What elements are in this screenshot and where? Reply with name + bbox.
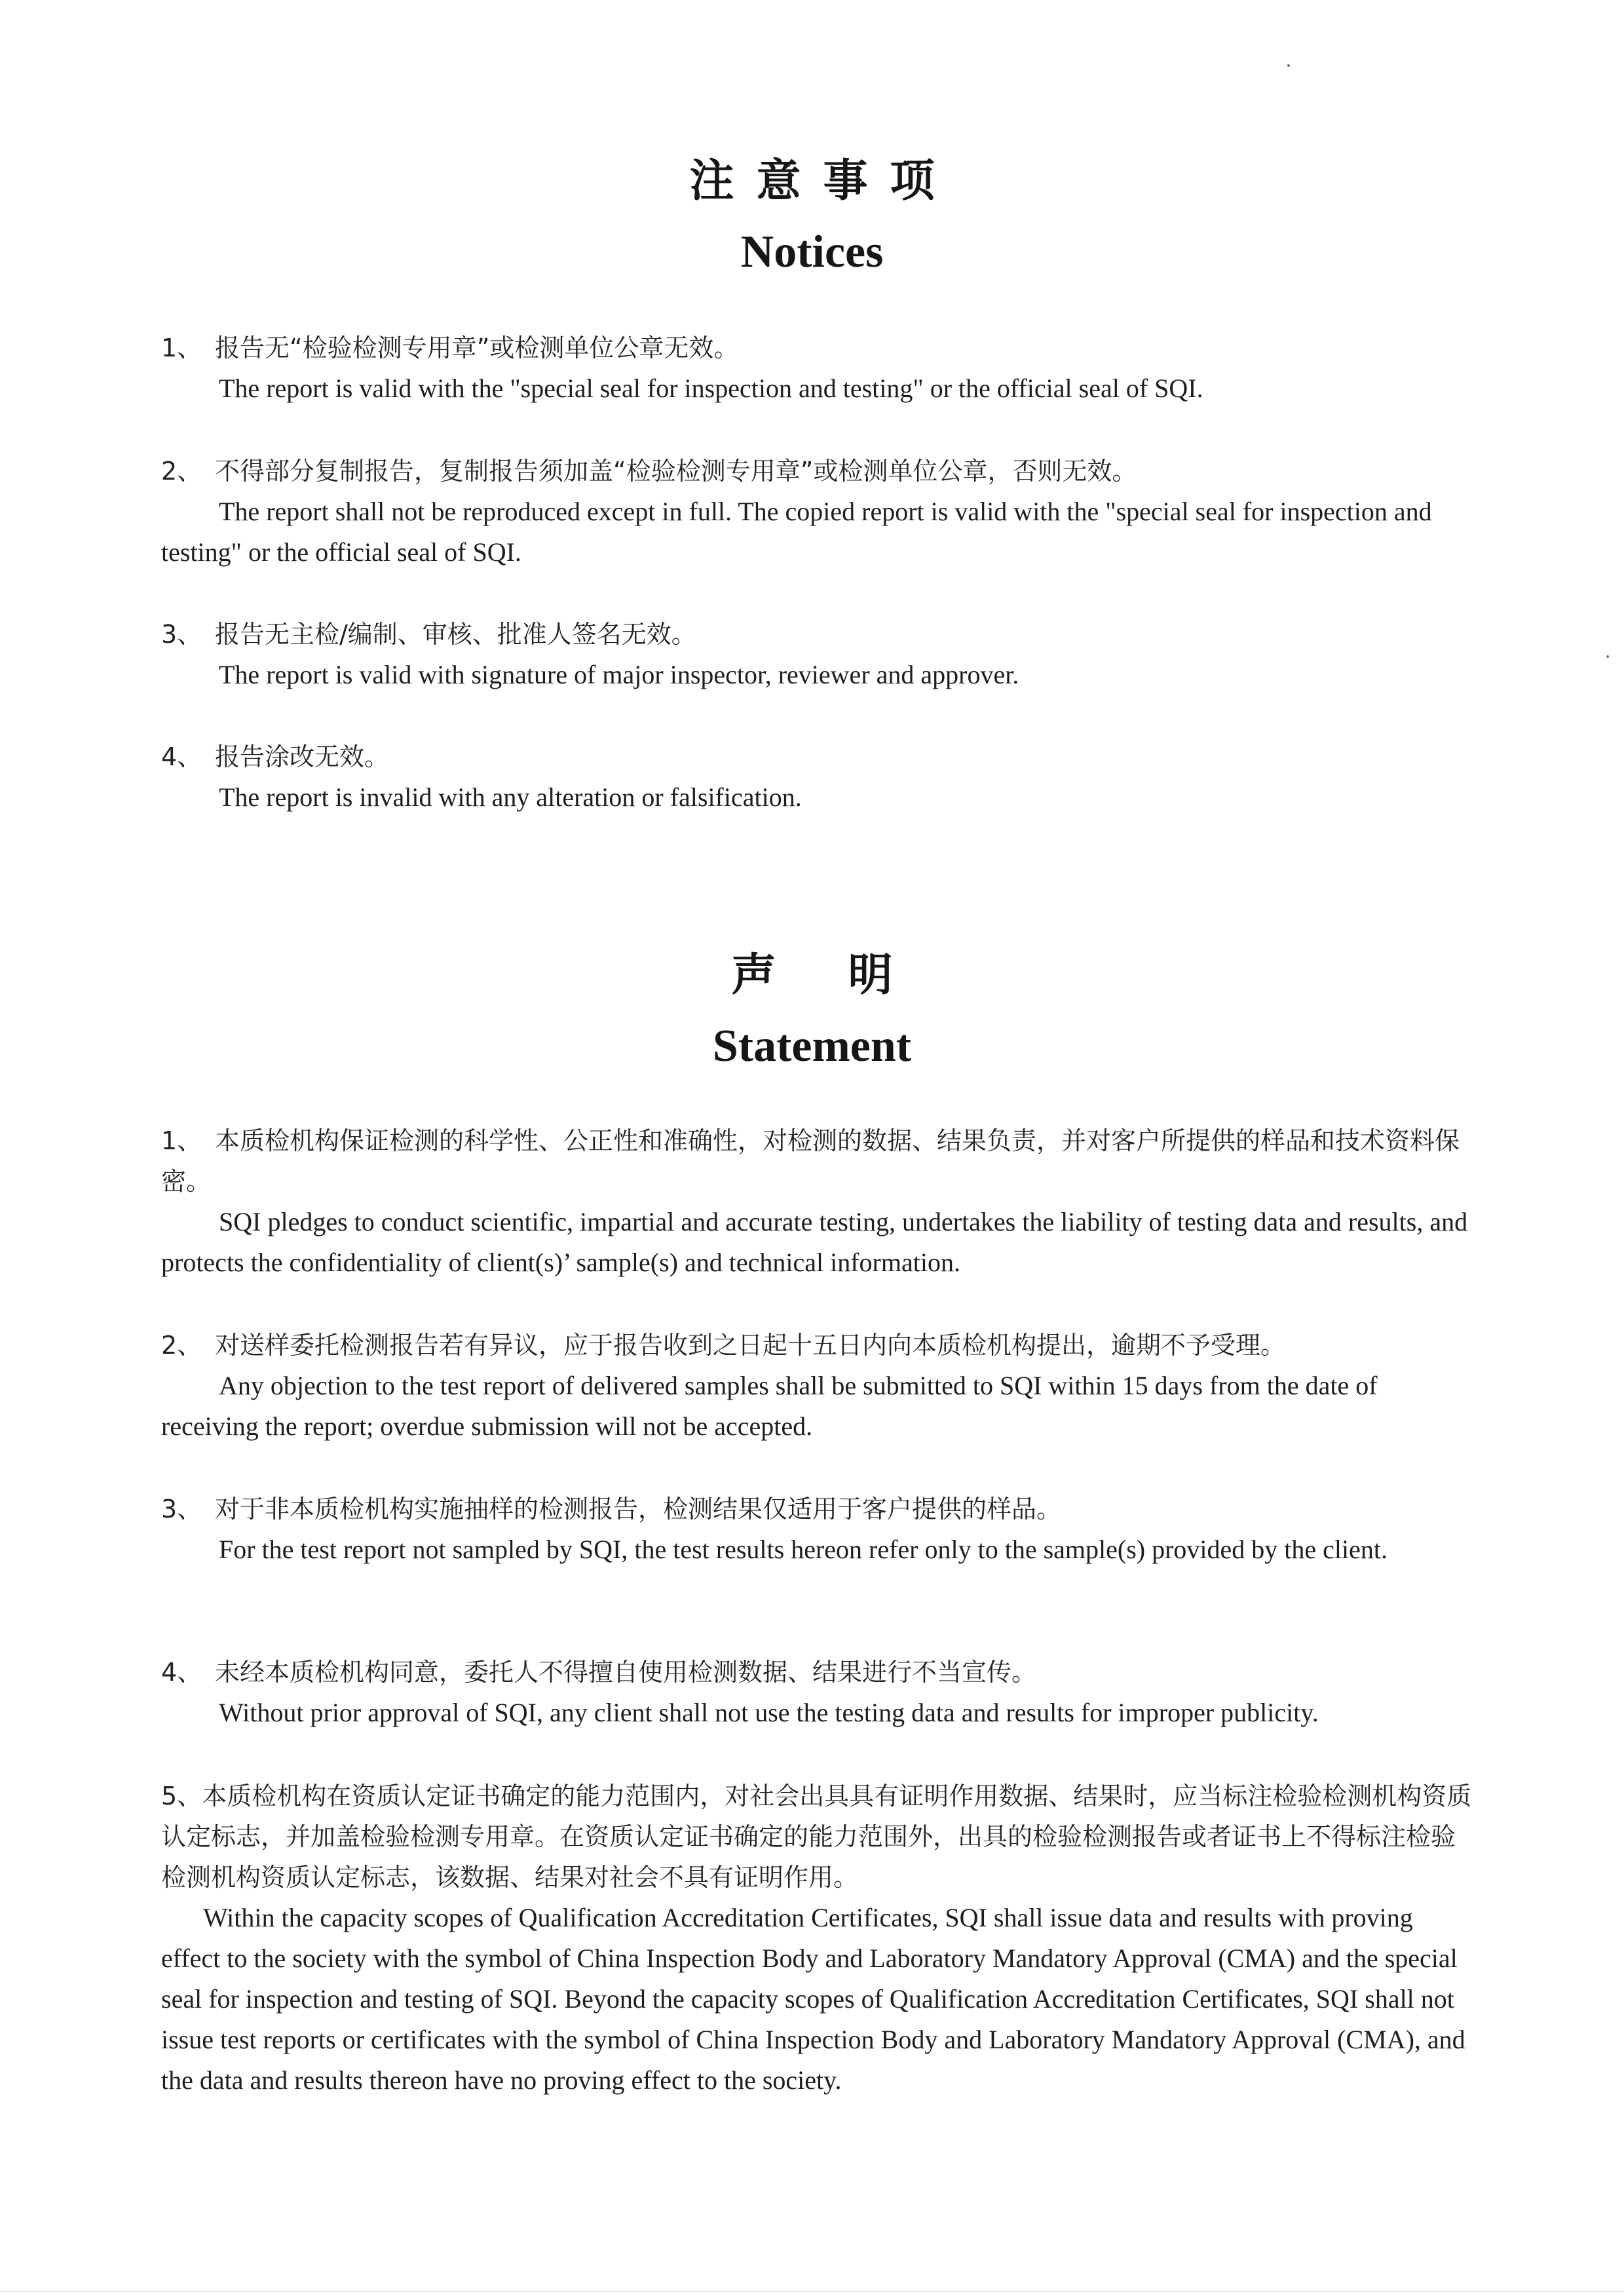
notice-item-3 <box>161 614 1478 695</box>
statement-item-zh: 4、 未经本质检机构同意，委托人不得擅自使用检测数据、结果进行不当宣传。 <box>161 1652 1478 1693</box>
statement-title-zh: 声明 <box>731 949 965 1001</box>
notice-item-zh: 4、 报告涂改无效。 <box>161 737 1478 777</box>
notice-item-en: The report is invalid with any alteration or falsification. <box>219 782 802 812</box>
statement-item-zh: 1、 本质检机构保证检测的科学性、公正性和准确性，对检测的数据、结果负责，并对客户所提供的样品和技术资料保密。 <box>161 1120 1478 1202</box>
statement-item-en: Any objection to the test report of delivered samples shall be submitted to SQI within 15 days from the date of receiving the report; overdue submission will not be accepted. <box>161 1371 1378 1441</box>
item-number: 5、 <box>161 1782 202 1810</box>
item-number: 2、 <box>161 1331 202 1360</box>
statement-item-en: Within the capacity scopes of Qualification Accreditation Certificates, SQI shall issue data and results with proving effect to the society with the symbol of China Inspection Body and Laboratory Mandatory Approval (CMA) and the special seal for inspection and testing of SQI. Beyond the capacity scopes of Qualification Accreditation Certificates, SQI shall not issue test reports or certificates with the symbol of China Inspection Body and Laboratory Mandatory Approval (CMA), and the data and results thereon have no proving effect to the society. <box>161 1903 1465 2095</box>
statement-item-en: For the test report not sampled by SQI, the test results hereon refer only to the sample(s) provided by the client. <box>219 1535 1388 1564</box>
statement-item-4 <box>161 1652 1478 1733</box>
item-number: 2、 <box>161 457 202 486</box>
statement-title-en: Statement <box>712 1021 912 1071</box>
statement-item-zh: 3、 对于非本质检机构实施抽样的检测报告，检测结果仅适用于客户提供的样品。 <box>161 1489 1478 1529</box>
statement-item-2 <box>161 1325 1478 1447</box>
notice-item-en: The report shall not be reproduced except in full. The copied report is valid with the "special seal for inspection and testing" or the official seal of SQI. <box>161 497 1432 567</box>
notice-item-zh: 3、 报告无主检/编制、审核、批准人签名无效。 <box>161 614 1478 655</box>
item-number: 1、 <box>161 1126 202 1155</box>
notice-item-1 <box>161 328 1478 409</box>
notice-item-zh: 2、 不得部分复制报告，复制报告须加盖“检验检测专用章”或检测单位公章，否则无效。 <box>161 451 1478 491</box>
item-number: 3、 <box>161 1495 202 1523</box>
statement-item-zh: 2、 对送样委托检测报告若有异议，应于报告收到之日起十五日内向本质检机构提出，逾期不予受理。 <box>161 1325 1478 1366</box>
item-number: 4、 <box>161 742 202 771</box>
statement-item-en: SQI pledges to conduct scientific, impartial and accurate testing, undertakes the liability of testing data and results, and protects the confidentiality of client(s)’ sample(s) and technical information. <box>161 1207 1468 1277</box>
scan-speck <box>1287 64 1290 67</box>
scan-edge <box>0 2291 1624 2292</box>
item-number: 3、 <box>161 620 202 649</box>
notices-title-en: Notices <box>740 227 884 277</box>
notice-item-en: The report is valid with the "special seal for inspection and testing" or the official seal of SQI. <box>219 373 1203 403</box>
notice-item-4 <box>161 737 1478 818</box>
notice-item-2 <box>161 451 1478 573</box>
statement-item-5 <box>161 1776 1478 2101</box>
statement-item-en: Without prior approval of SQI, any client shall not use the testing data and results for improper publicity. <box>219 1698 1319 1727</box>
notices-title-zh: 注意事项 <box>689 155 957 207</box>
statement-item-1 <box>161 1120 1478 1283</box>
notice-item-zh: 1、 报告无“检验检测专用章”或检测单位公章无效。 <box>161 328 1478 368</box>
item-number: 1、 <box>161 334 202 362</box>
notice-item-en: The report is valid with signature of major inspector, reviewer and approver. <box>219 660 1019 689</box>
scan-speck <box>1606 655 1609 658</box>
item-number: 4、 <box>161 1658 202 1687</box>
statement-item-zh: 5、本质检机构在资质认定证书确定的能力范围内，对社会出具具有证明作用数据、结果时，应当标注检验检测机构资质认定标志，并加盖检验检测专用章。在资质认定证书确定的能力范围外，出具的检验检测报告或者证书上不得标注检验检测机构资质认定标志，该数据、结果对社会不具有证明作用。 <box>161 1782 1472 1892</box>
statement-item-3 <box>161 1489 1478 1570</box>
